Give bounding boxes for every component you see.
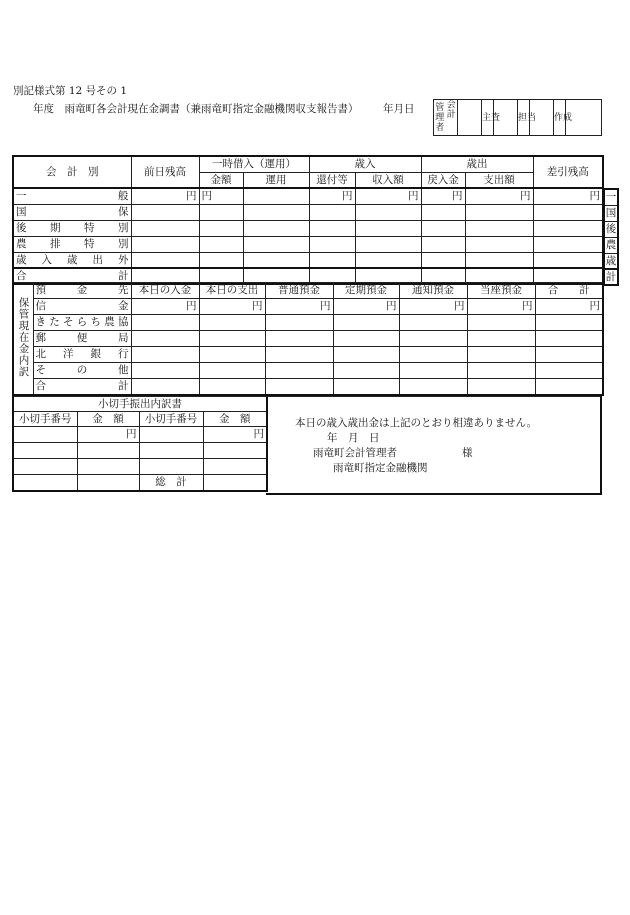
cell[interactable] — [243, 204, 309, 220]
cell[interactable] — [131, 347, 199, 363]
header-return: 戻入金 — [421, 172, 465, 188]
cell[interactable] — [309, 252, 355, 268]
grand-total-label: 総 計 — [139, 475, 203, 491]
cell[interactable] — [355, 204, 421, 220]
cell[interactable] — [265, 363, 333, 379]
header-today-in: 本日の入金 — [131, 283, 199, 299]
cell[interactable] — [199, 315, 265, 331]
row-label-agricultural: 農 排 特 別 — [13, 236, 131, 252]
cell-custody-total[interactable]: 円 — [535, 299, 603, 315]
header-account: 会 計 別 — [13, 156, 131, 188]
row-label-shinkin: 信 金 — [33, 299, 131, 315]
cell[interactable] — [131, 363, 199, 379]
cell[interactable] — [199, 204, 243, 220]
cell-ordinary[interactable]: 円 — [265, 299, 333, 315]
header-check-amount-2: 金 額 — [203, 412, 267, 427]
cell-today-in[interactable]: 円 — [131, 299, 199, 315]
cell[interactable] — [535, 331, 603, 347]
custody-breakdown-table — [12, 282, 604, 396]
check-no-cell[interactable] — [13, 459, 77, 475]
form-number: 別記様式第 12 号その 1 — [13, 85, 128, 97]
certification-statement: 本日の歳入歳出金は上記のとおり相違ありません。 — [295, 417, 538, 429]
side-label: 後 — [604, 221, 618, 237]
header-payment: 支出額 — [465, 172, 533, 188]
cell[interactable] — [355, 220, 421, 236]
header-revenue: 歳入 — [309, 156, 421, 172]
approval-box — [433, 99, 602, 136]
row-label-post-office: 郵 便 局 — [33, 331, 131, 347]
cell[interactable] — [199, 379, 265, 395]
document-title: 年度 雨竜町各会計現在金調書（兼雨竜町指定金融機関収支報告書） — [33, 103, 359, 115]
side-labels — [603, 188, 619, 286]
cell[interactable] — [243, 236, 309, 252]
header-today-out: 本日の支出 — [199, 283, 265, 299]
cell[interactable] — [467, 379, 535, 395]
cell[interactable] — [533, 252, 603, 268]
certification-honorific: 様 — [462, 447, 473, 459]
cell[interactable] — [355, 236, 421, 252]
header-temp-loan: 一時借入（運用） — [199, 156, 309, 172]
cell[interactable] — [533, 220, 603, 236]
date-label: 年月日 — [383, 103, 415, 115]
cell[interactable] — [467, 363, 535, 379]
grand-total-amount[interactable] — [203, 475, 267, 491]
check-no-cell[interactable] — [13, 427, 77, 443]
certification-box — [266, 396, 602, 495]
header-income: 収入額 — [355, 172, 421, 188]
header-loan-amount: 金額 — [199, 172, 243, 188]
cell[interactable] — [199, 220, 243, 236]
cell[interactable] — [309, 204, 355, 220]
cell[interactable] — [533, 236, 603, 252]
header-expenditure: 歳出 — [421, 156, 533, 172]
cell[interactable] — [465, 204, 533, 220]
row-label-total: 合 計 — [13, 268, 131, 284]
approval-manager-label-1: 管 理 者 — [434, 100, 446, 136]
row-label-custody-total: 合 計 — [33, 379, 131, 395]
cell[interactable] — [399, 363, 467, 379]
side-label: 歳 — [604, 253, 618, 269]
row-label-general: 一 般 — [13, 188, 131, 204]
header-notice: 通知預金 — [399, 283, 467, 299]
cell-income[interactable]: 円 — [355, 188, 421, 204]
check-amount-cell[interactable] — [77, 443, 139, 459]
side-label: 国 — [604, 205, 618, 221]
row-label-late-stage: 後 期 特 別 — [13, 220, 131, 236]
side-label: 一 — [605, 191, 617, 203]
cell[interactable] — [309, 220, 355, 236]
cell[interactable] — [465, 220, 533, 236]
check-no-cell[interactable] — [139, 427, 203, 443]
row-label-non-budget: 歳 入 歳 出 外 — [13, 252, 131, 268]
approval-author-label: 作成 — [554, 100, 566, 136]
cell[interactable] — [535, 347, 603, 363]
account-balance-table — [12, 155, 604, 285]
header-fixed: 定期預金 — [333, 283, 399, 299]
cell-today-out[interactable]: 円 — [199, 299, 265, 315]
header-ordinary: 普通預金 — [265, 283, 333, 299]
header-depositor: 預 金 先 — [33, 283, 131, 299]
cell[interactable] — [465, 236, 533, 252]
cell[interactable] — [265, 347, 333, 363]
cell[interactable] — [131, 220, 199, 236]
cell[interactable] — [199, 363, 265, 379]
certification-institution: 雨竜町指定金融機関 — [333, 462, 428, 474]
cell[interactable] — [399, 331, 467, 347]
cell[interactable] — [533, 204, 603, 220]
cell[interactable] — [333, 331, 399, 347]
check-amount-cell[interactable] — [203, 459, 267, 475]
cell-notice[interactable]: 円 — [399, 299, 467, 315]
check-breakdown-title: 小切手振出内訳書 — [13, 397, 267, 412]
cell[interactable] — [265, 331, 333, 347]
approval-charge-label: 担当 — [518, 100, 530, 136]
cell-prev-balance[interactable]: 円 — [131, 188, 199, 204]
cell-return[interactable]: 円 — [421, 188, 465, 204]
check-no-cell[interactable] — [13, 475, 77, 491]
cell[interactable] — [199, 347, 265, 363]
cell[interactable] — [131, 315, 199, 331]
cell[interactable] — [131, 204, 199, 220]
side-label: 計 — [604, 269, 618, 285]
header-check-no-1: 小切手番号 — [13, 412, 77, 427]
cell[interactable] — [333, 315, 399, 331]
row-label-other: そ の 他 — [33, 363, 131, 379]
cell[interactable] — [243, 220, 309, 236]
cell[interactable] — [333, 379, 399, 395]
cell[interactable] — [421, 252, 465, 268]
cell[interactable] — [467, 347, 535, 363]
header-prev-balance: 前日残高 — [131, 156, 199, 188]
header-custody-total: 合 計 — [535, 283, 603, 299]
cell[interactable] — [399, 315, 467, 331]
cell[interactable] — [535, 379, 603, 395]
cell[interactable] — [243, 252, 309, 268]
cell[interactable] — [333, 347, 399, 363]
cell[interactable] — [421, 204, 465, 220]
cell[interactable] — [535, 363, 603, 379]
check-no-cell[interactable] — [139, 459, 203, 475]
header-loan-operation: 運用 — [243, 172, 309, 188]
header-check-amount-1: 金 額 — [77, 412, 139, 427]
check-amount-cell[interactable] — [77, 459, 139, 475]
row-label-national-insurance: 国 保 — [13, 204, 131, 220]
side-label: 農 — [604, 237, 618, 253]
cell[interactable] — [535, 315, 603, 331]
cell[interactable] — [421, 220, 465, 236]
cell-refund[interactable]: 円 — [309, 188, 355, 204]
check-breakdown-table — [12, 396, 268, 492]
cell[interactable] — [421, 236, 465, 252]
cell-loan-amount[interactable]: 円 — [199, 188, 243, 204]
certification-date: 年 月 日 — [327, 432, 380, 444]
check-amount-cell[interactable] — [203, 443, 267, 459]
cell[interactable] — [333, 363, 399, 379]
cell[interactable] — [399, 347, 467, 363]
cell-current[interactable]: 円 — [467, 299, 535, 315]
check-no-cell[interactable] — [13, 443, 77, 459]
cell-payment[interactable]: 円 — [465, 188, 533, 204]
cell-balance[interactable]: 円 — [533, 188, 603, 204]
custody-vertical-label: 保管現在金内訳 — [13, 283, 33, 395]
row-label-hokuyo-bank: 北 洋 銀 行 — [33, 347, 131, 363]
cell[interactable] — [465, 252, 533, 268]
cell[interactable] — [199, 236, 243, 252]
cell[interactable] — [265, 379, 333, 395]
check-amount-cell[interactable]: 円 — [77, 427, 139, 443]
certification-manager: 雨竜町会計管理者 — [313, 447, 397, 459]
cell[interactable] — [265, 315, 333, 331]
cell[interactable] — [131, 331, 199, 347]
cell-loan-operation[interactable] — [243, 188, 309, 204]
check-amount-cell[interactable]: 円 — [203, 427, 267, 443]
approval-chief-label: 主査 — [482, 100, 494, 136]
header-refund: 還付等 — [309, 172, 355, 188]
cell[interactable] — [355, 252, 421, 268]
header-check-no-2: 小切手番号 — [139, 412, 203, 427]
cell[interactable] — [199, 331, 265, 347]
header-current: 当座預金 — [467, 283, 535, 299]
cell[interactable] — [309, 236, 355, 252]
cell[interactable] — [131, 236, 199, 252]
header-balance: 差引残高 — [533, 156, 603, 188]
check-amount-cell[interactable] — [77, 475, 139, 491]
approval-manager-label-2: 会 計 — [446, 100, 458, 136]
cell[interactable] — [131, 252, 199, 268]
approval-manager-stamp[interactable] — [458, 100, 482, 136]
cell[interactable] — [199, 252, 243, 268]
cell[interactable] — [131, 379, 199, 395]
cell[interactable] — [399, 379, 467, 395]
cell[interactable] — [467, 331, 535, 347]
check-no-cell[interactable] — [139, 443, 203, 459]
row-label-ja: きたそらち農協 — [33, 315, 131, 331]
cell[interactable] — [467, 315, 535, 331]
cell-fixed[interactable]: 円 — [333, 299, 399, 315]
